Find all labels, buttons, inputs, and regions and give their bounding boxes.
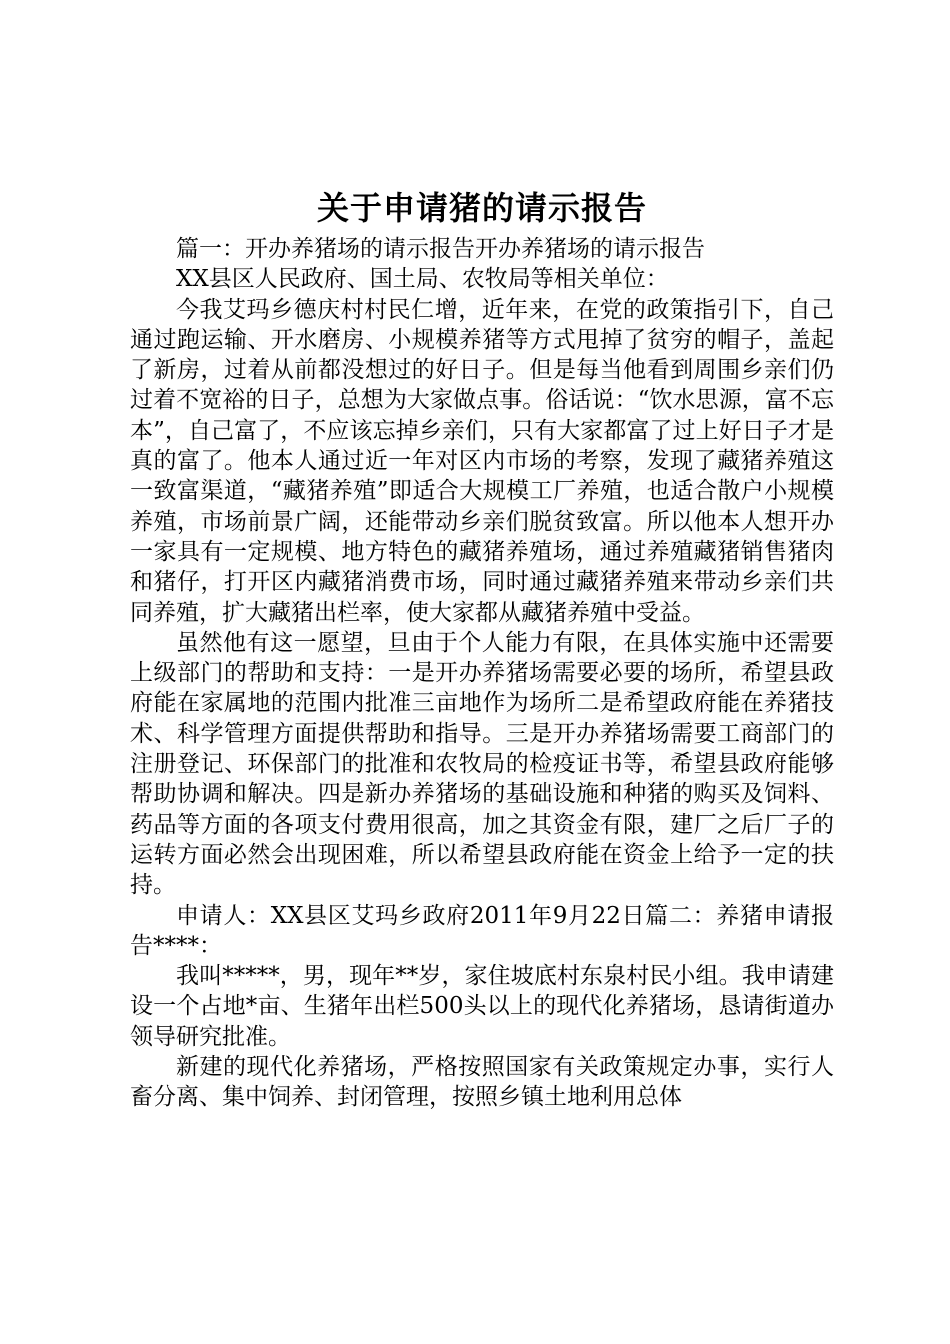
document-title: 关于申请猪的请示报告 [316, 189, 647, 227]
paragraph-section-heading: 篇一：开办养猪场的请示报告开办养猪场的请示报告 [176, 236, 705, 262]
paragraph-requests: 虽然他有这一愿望，旦由于个人能力有限，在具体实施中还需要上级部门的帮助和支持：一是开办养猪场需要必要的场所，希望县政府能在家属地的范围内批准三亩地作为场所二是希望政府能在养猪技术、科学管理方面提供帮助和指导。三是开办养猪场需要工商部门的注册登记、环保部门的批准和农牧局的检疫证书等，希望县政府能够帮助协调和解决。四是新办养猪场的基础设施和种猪的购买及饲料、药品等方面的各项支付费用很高，加之其资金有限，建厂之后厂子的运转方面必然会出现困难，所以希望县政府能在资金上给予一定的扶持。 [130, 629, 834, 899]
paragraph-signature: 申请人：XX县区艾玛乡政府2011年9月22日篇二：养猪申请报告****： [130, 902, 834, 959]
paragraph-addressee: XX县区人民政府、国土局、农牧局等相关单位： [176, 266, 669, 293]
paragraph-background: 今我艾玛乡德庆村村民仁增，近年来，在党的政策指引下，自己通过跑运输、开水磨房、小规模养猪等方式甩掉了贫穷的帽子，盖起了新房，过着从前都没想过的好日子。但是每当他看到周围乡亲们仍过着不宽裕的日子，总想为大家做点事。俗话说：“饮水思源，富不忘本”，自己富了，不应该忘掉乡亲们，只有大家都富了过上好日子才是真的富了。他本人通过近一年对区内市场的考察，发现了藏猪养殖这一致富渠道，“藏猪养殖”即适合大规模工厂养殖，也适合散户小规模养殖，市场前景广阔，还能带动乡亲们脱贫致富。所以他本人想开办一家具有一定规模、地方特色的藏猪养殖场，通过养殖藏猪销售猪肉和猪仔，打开区内藏猪消费市场，同时通过藏猪养殖来带动乡亲们共同养殖，扩大藏猪出栏率，使大家都从藏猪养殖中受益。 [130, 296, 834, 626]
document-page [130, 186, 834, 1113]
paragraph-applicant-intro: 我叫*****，男，现年**岁，家住坡底村东泉村民小组。我申请建设一个占地*亩、生猪年出栏500头以上的现代化养猪场，恳请街道办领导研究批准。 [130, 963, 834, 1050]
paragraph-farm-plan: 新建的现代化养猪场，严格按照国家有关政策规定办事，实行人畜分离、集中饲养、封闭管理，按照乡镇土地利用总体 [130, 1054, 834, 1111]
